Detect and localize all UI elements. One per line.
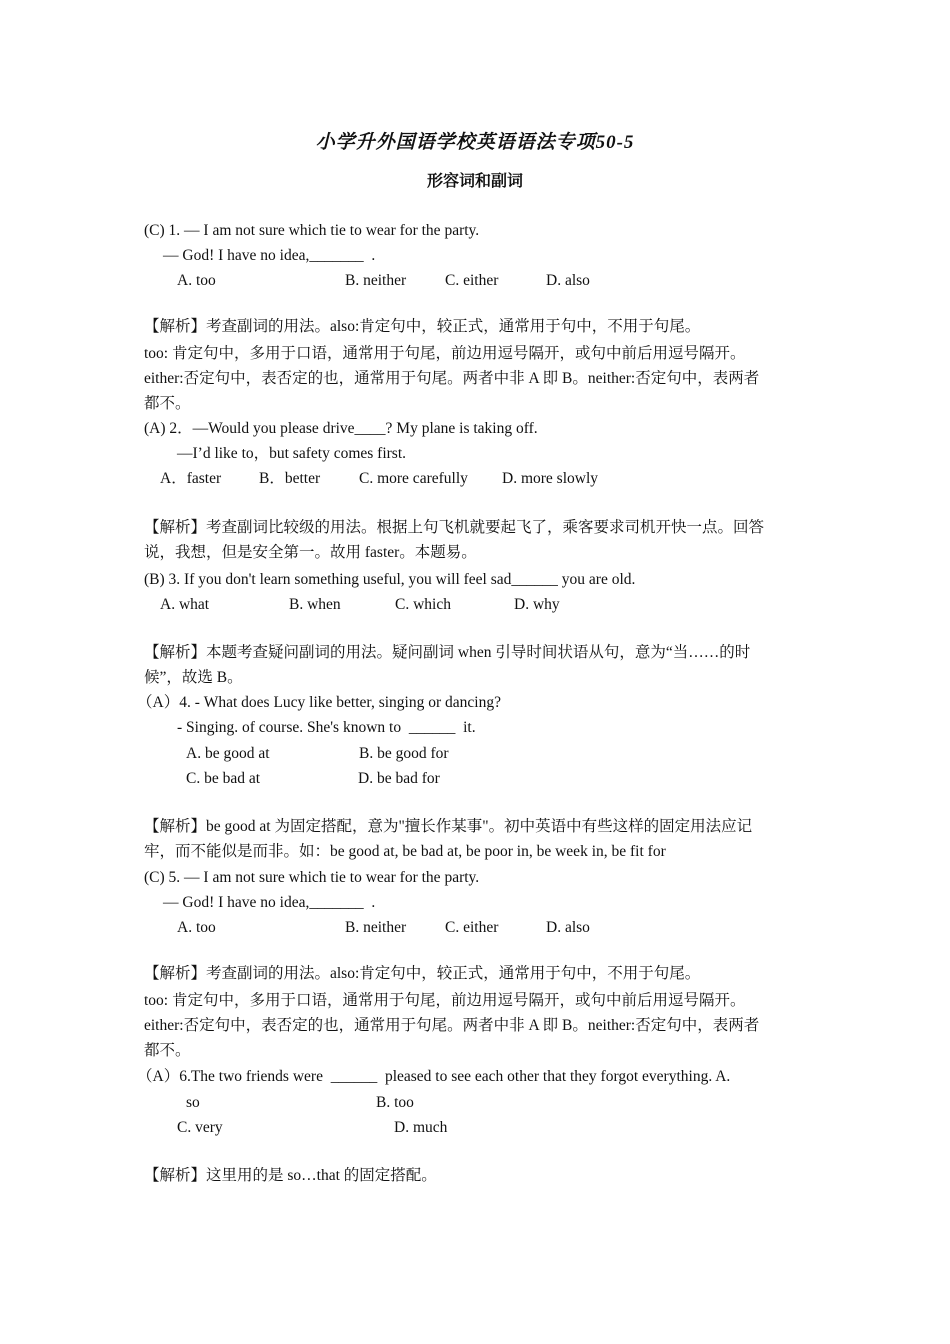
question-5-option-c: C. either [445,919,499,936]
question-4-analysis-line: 【解析】be good at 为固定搭配，意为"擅长作某事"。初中英语中有些这样的固定用法应记 [144,818,753,835]
question-1-option-d: D. also [546,272,590,289]
question-1-option-c: C. either [445,272,499,289]
question-3-option-d: D. why [514,596,560,613]
question-2-option-d: D. more slowly [502,470,599,487]
question-4-reply: - Singing. of course. She's known to ______ it. [177,719,476,736]
question-1-option-a: A. too [177,272,216,289]
question-6-option-d: D. much [394,1119,448,1136]
question-1-analysis-line: too: 肯定句中，多用于口语，通常用于句尾，前边用逗号隔开，或句中前后用逗号隔开。 [144,345,746,362]
question-1-analysis-line: 【解析】考查副词的用法。also:肯定句中，较正式，通常用于句中，不用于句尾。 [144,318,701,335]
question-3-option-c: C. which [395,596,451,613]
question-1-analysis-line: either:否定句中，表否定的也，通常用于句尾。两者中非 A 即 B。neither:否定句中，表两者 [144,370,760,387]
question-4-option-c: C. be bad at [186,770,261,787]
question-2-stem: (A) 2．—Would you please drive____? My plane is taking off. [144,420,538,437]
question-6-option-a: so [186,1094,200,1111]
question-2-analysis-line: 说，我想，但是安全第一。故用 faster。本题易。 [144,544,477,561]
question-5-stem: (C) 5. — I am not sure which tie to wear for the party. [144,869,480,886]
question-1-option-b: B. neither [345,272,407,289]
question-5-analysis-line: 【解析】考查副词的用法。also:肯定句中，较正式，通常用于句中，不用于句尾。 [144,965,701,982]
question-6-option-c: C. very [177,1119,223,1136]
question-4-option-a: A. be good at [186,745,270,762]
question-3-option-b: B. when [289,596,341,613]
question-3-analysis-line: 【解析】本题考查疑问副词的用法。疑问副词 when 引导时间状语从句，意为“当……的时 [144,644,751,661]
question-5-analysis-line: either:否定句中，表否定的也，通常用于句尾。两者中非 A 即 B。neither:否定句中，表两者 [144,1017,760,1034]
page-subtitle: 形容词和副词 [426,173,523,190]
question-6-stem: （A）6.The two friends were ______ pleased to see each other that they forgot everything. A. [137,1068,731,1085]
question-5-reply: — God! I have no idea,_______ . [163,894,376,911]
question-6-analysis-line: 【解析】这里用的是 so…that 的固定搭配。 [144,1167,437,1184]
question-6-option-b: B. too [376,1094,414,1111]
question-2-option-c: C. more carefully [359,470,468,487]
question-2-reply: —I’d like to，but safety comes first. [177,445,407,462]
question-1-analysis-line: 都不。 [144,395,191,412]
question-4-option-b: B. be good for [359,745,449,762]
question-5-analysis-line: 都不。 [144,1042,191,1059]
question-2-analysis-line: 【解析】考查副词比较级的用法。根据上句飞机就要起飞了，乘客要求司机开快一点。回答 [144,519,765,536]
question-3-analysis-line: 候”，故选 B。 [144,669,243,686]
question-5-option-a: A. too [177,919,216,936]
question-2-option-b: B．better [259,470,321,487]
question-1-stem: (C) 1. — I am not sure which tie to wear for the party. [144,222,480,239]
question-3-stem: (B) 3. If you don't learn something useful, you will feel sad______ you are old. [144,571,636,588]
question-4-option-d: D. be bad for [358,770,440,787]
question-4-stem: （A）4. - What does Lucy like better, singing or dancing? [137,694,501,711]
page-title: 小学升外国语学校英语语法专项50-5 [315,132,635,153]
question-5-option-d: D. also [546,919,590,936]
question-2-option-a: A．faster [160,470,222,487]
question-3-option-a: A. what [160,596,210,613]
question-5-option-b: B. neither [345,919,407,936]
question-5-analysis-line: too: 肯定句中，多用于口语，通常用于句尾，前边用逗号隔开，或句中前后用逗号隔开。 [144,992,746,1009]
question-4-analysis-line: 牢，而不能似是而非。如：be good at, be bad at, be poor in, be week in, be fit for [144,843,666,860]
question-1-reply: — God! I have no idea,_______ . [163,247,376,264]
